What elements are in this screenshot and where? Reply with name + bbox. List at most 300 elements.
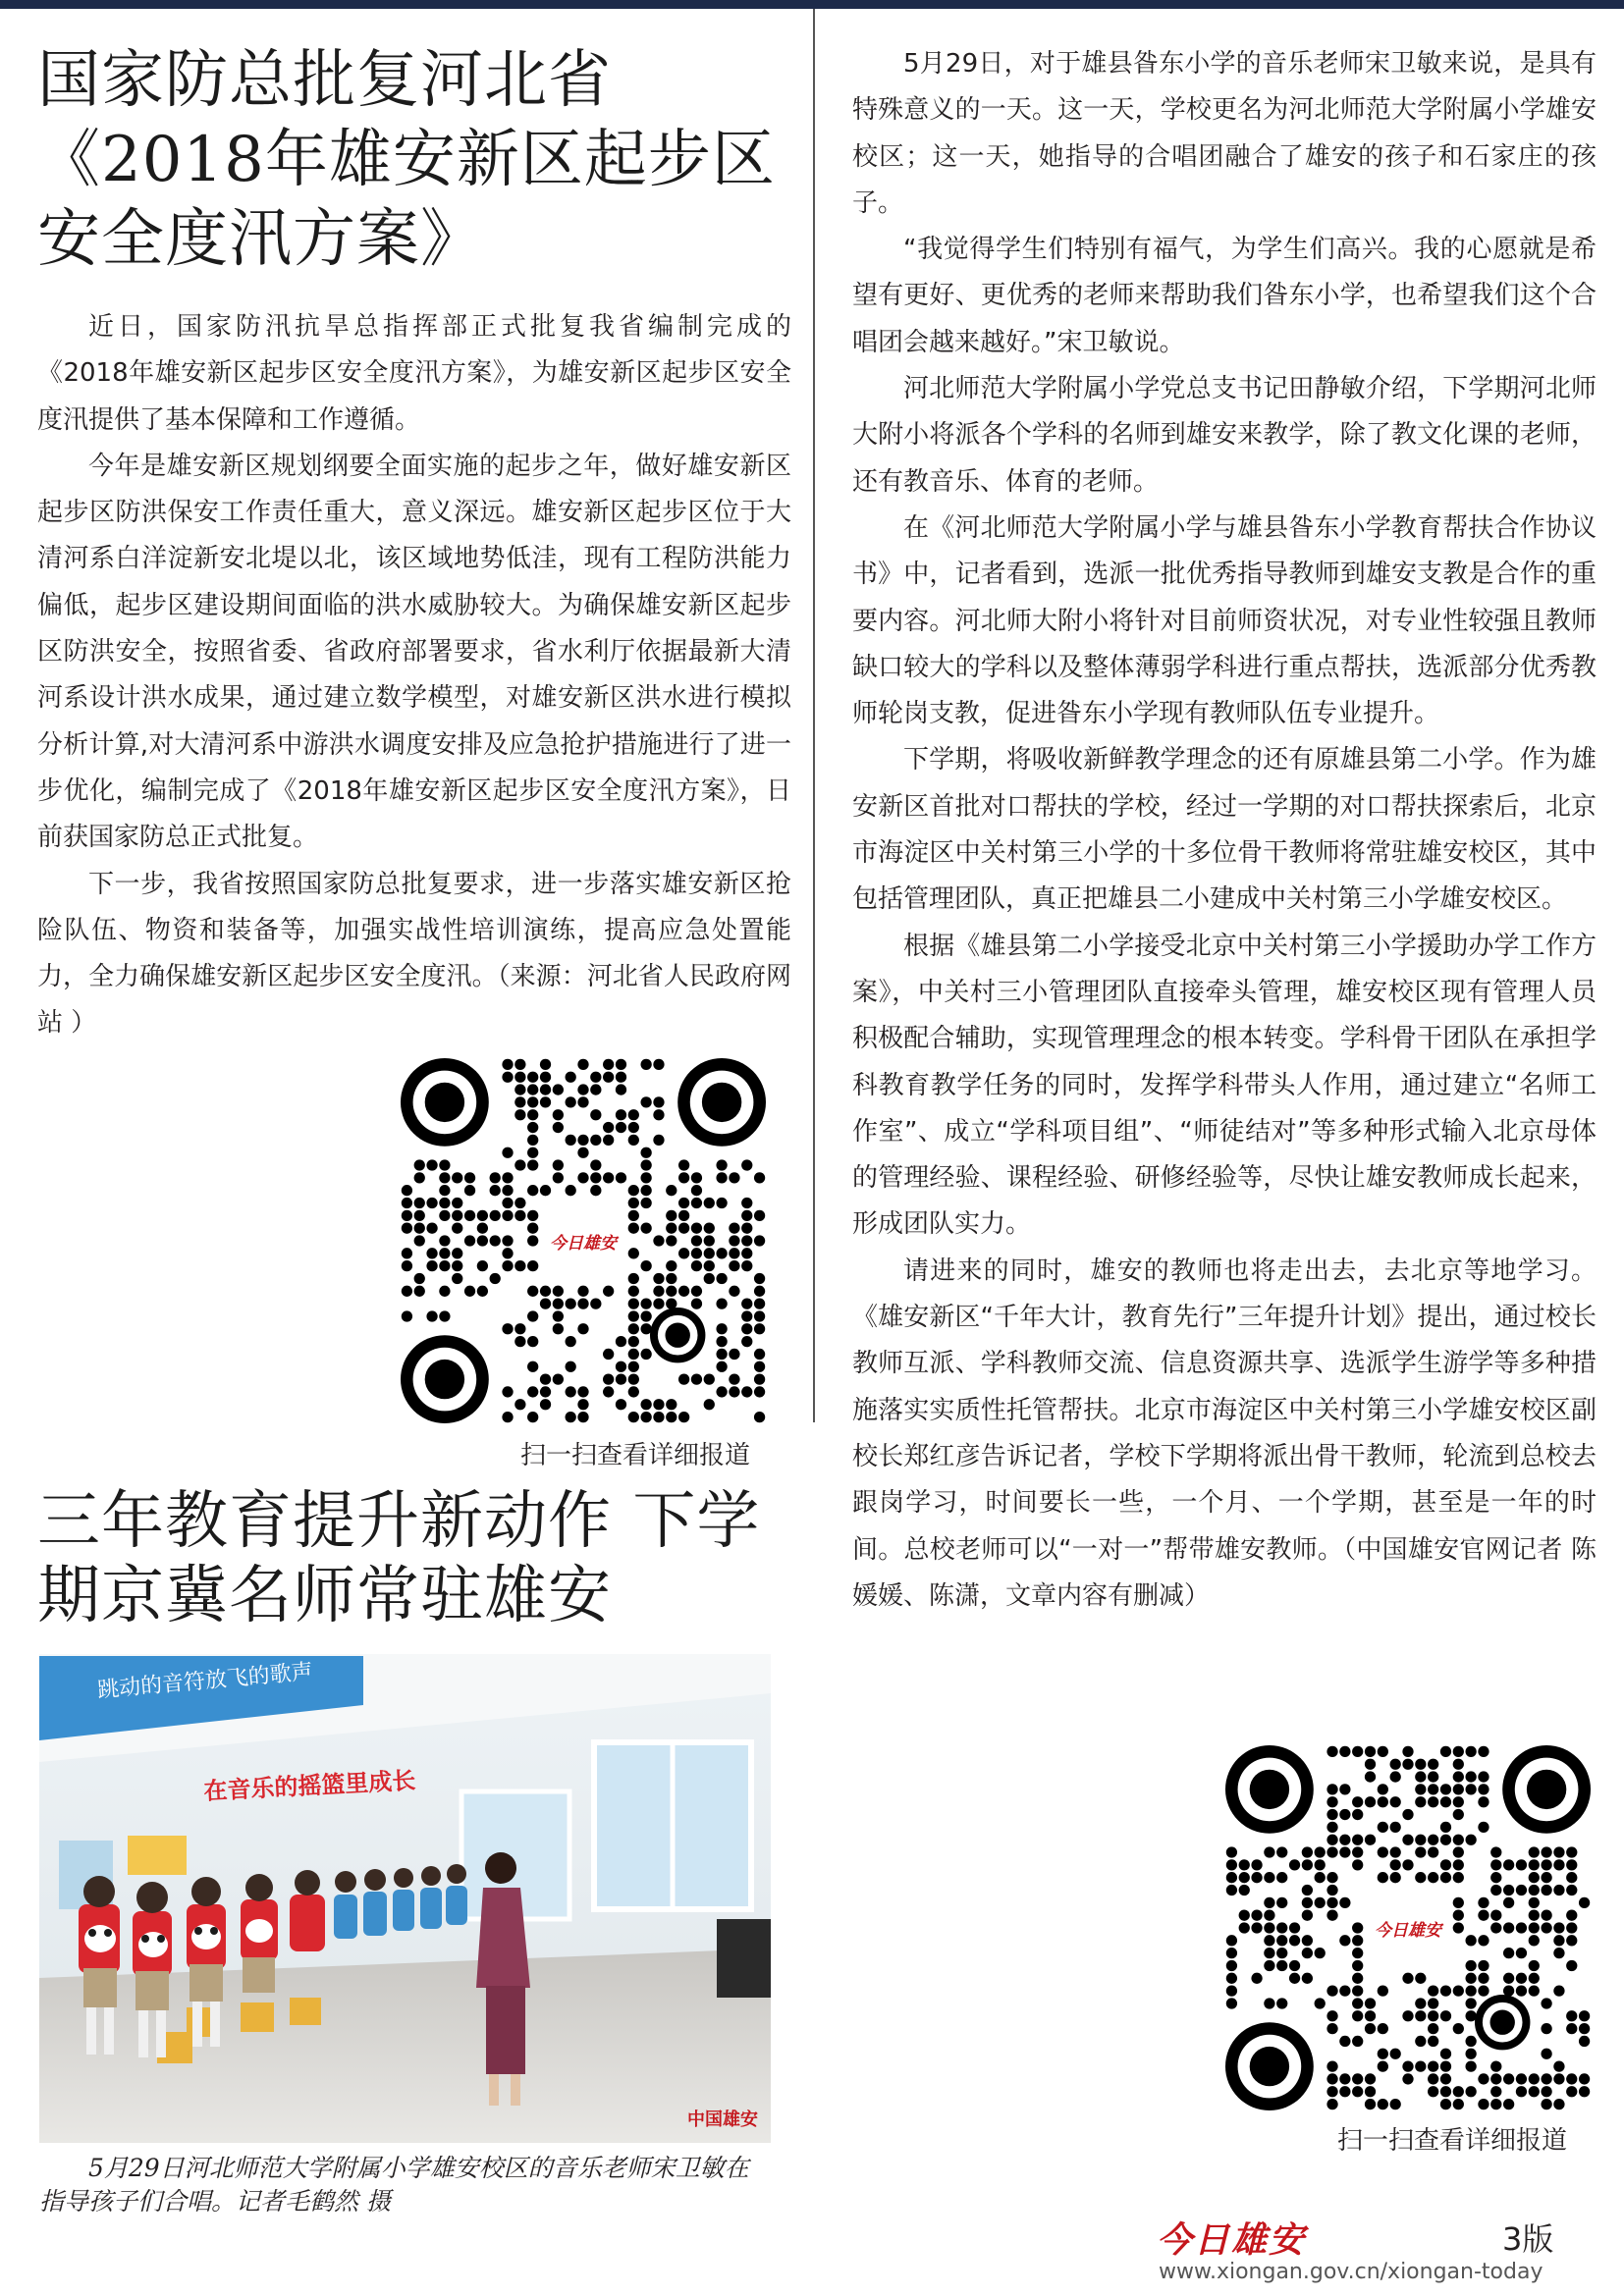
- qr-finder-ring: [702, 1083, 741, 1122]
- article2-paragraph: 在《河北师范大学附属小学与雄县昝东小学教育帮扶合作协议书》中，记者看到，选派一批优秀指导教师到雄安支教是合作的重要内容。河北师大附小将针对目前师资状况，对专业性较强且教师缺口较大的学科以及整体薄弱学科进行重点帮扶，选派部分优秀教师轮岗支教，促进昝东小学现有教师队伍专业提升。: [852, 512, 1597, 729]
- qr-dot: [577, 1096, 588, 1107]
- article2-paragraph: 河北师范大学附属小学党总支书记田静敏介绍，下学期河北师大附小将派各个学科的名师到雄安来教学，除了教文化课的老师，还有教音乐、体育的老师。: [852, 374, 1597, 497]
- qr-dot: [1226, 1872, 1237, 1883]
- qr-dot: [1339, 1746, 1350, 1757]
- article1-body: [37, 304, 791, 1047]
- qr-dot: [653, 1109, 664, 1120]
- qr-dot: [628, 1323, 639, 1334]
- qr-dot: [1428, 1771, 1438, 1782]
- qr-dot: [527, 1185, 538, 1196]
- qr-dot: [1365, 2073, 1376, 2084]
- page-number: 3版: [1502, 2220, 1554, 2258]
- article1-paragraph: 下一步，我省按照国家防总批复要求，进一步落实雄安新区抢险队伍、物资和装备等，加强实战性培训演练，提高应急处置能力，全力确保雄安新区起步区安全度汛。（来源：河北省人民政府网站 ）: [37, 869, 791, 1039]
- qr-dot: [729, 1235, 739, 1246]
- qr-dot: [1226, 1859, 1237, 1870]
- qr-dot: [1490, 2060, 1501, 2071]
- qr-dot: [1352, 1922, 1363, 1933]
- qr-dot: [1516, 1985, 1527, 1996]
- qr-dot: [729, 1223, 739, 1234]
- qr-dot: [439, 1260, 450, 1271]
- qr-dot: [1390, 1796, 1401, 1807]
- qr-dot: [1553, 2073, 1564, 2084]
- qr-dot: [1352, 1935, 1363, 1946]
- qr-dot: [527, 1310, 538, 1321]
- qr-dot: [566, 1298, 576, 1308]
- qr-dot: [1440, 2049, 1451, 2059]
- qr-dot: [1440, 2086, 1451, 2097]
- qr-dot: [577, 1135, 588, 1146]
- qr-dot: [402, 1248, 412, 1258]
- qr-dot: [1352, 2010, 1363, 2021]
- qr-dot: [514, 1323, 525, 1334]
- qr-finder-ring: [425, 1360, 464, 1399]
- qr-dot: [490, 1185, 501, 1196]
- qr-dot: [464, 1286, 475, 1297]
- qr-dot: [1529, 1985, 1540, 1996]
- qr-dot: [616, 1109, 626, 1120]
- qr-dot: [741, 1336, 752, 1347]
- qr-dot: [754, 1286, 765, 1297]
- qr-dot: [1516, 1973, 1527, 1984]
- qr-dot: [1453, 1809, 1464, 1820]
- qr-dot: [1428, 2010, 1438, 2021]
- qr-dot: [1415, 1846, 1426, 1857]
- article1-headline: 国家防总批复河北省《2018年雄安新区起步区安全度汛方案》: [37, 44, 776, 276]
- qr-dot: [1315, 1897, 1326, 1908]
- qr-dot: [1402, 2060, 1413, 2071]
- qr-dot: [1490, 1872, 1501, 1883]
- qr-dot: [741, 1248, 752, 1258]
- qr-dot: [1440, 1822, 1451, 1833]
- qr-dot: [553, 1286, 564, 1297]
- qr-dot: [691, 1172, 702, 1183]
- qr-dot: [553, 1310, 564, 1321]
- qr-dot: [514, 1198, 525, 1208]
- qr-dot: [1226, 1885, 1237, 1896]
- qr-dot: [1579, 2010, 1590, 2021]
- qr-dot: [1276, 1998, 1287, 2008]
- qr-dot: [1541, 1859, 1551, 1870]
- qr-dot: [566, 1185, 576, 1196]
- photo-slogan: 在音乐的摇篮里成长: [202, 1765, 417, 1805]
- qr-dot: [1478, 1910, 1489, 1921]
- qr-dot: [514, 1072, 525, 1083]
- qr-dot: [514, 1096, 525, 1107]
- qr-dot: [1428, 1846, 1438, 1857]
- qr-dot: [439, 1210, 450, 1221]
- qr-dot: [1453, 1846, 1464, 1857]
- qr-dot: [452, 1273, 462, 1284]
- qr-dot: [527, 1072, 538, 1083]
- qr-dot: [1276, 1948, 1287, 1958]
- qr-dot: [452, 1248, 462, 1258]
- qr-dot: [716, 1159, 727, 1170]
- qr-dot: [666, 1286, 677, 1297]
- qr-dot: [1326, 2023, 1337, 2034]
- qr-dot: [653, 1235, 664, 1246]
- qr-dot: [1478, 1822, 1489, 1833]
- qr-dot: [1315, 1872, 1326, 1883]
- qr-dot: [1378, 1746, 1388, 1757]
- qr-dot: [1390, 1771, 1401, 1782]
- qr-dot: [704, 1399, 715, 1410]
- qr-dot: [477, 1260, 488, 1271]
- qr-dot: [1302, 1948, 1313, 1958]
- qr-dot: [477, 1223, 488, 1234]
- qr-dot: [653, 1059, 664, 1070]
- article2-paragraph: “我觉得学生们特别有福气，为学生们高兴。我的心愿就是希望有更好、更优秀的老师来帮助我们昝东小学，也希望我们这个合唱团会越来越好。”宋卫敏说。: [852, 235, 1597, 357]
- qr-dot: [1428, 1872, 1438, 1883]
- qr-dot: [1339, 1809, 1350, 1820]
- qr-dot: [527, 1386, 538, 1397]
- qr-dot: [1326, 2099, 1337, 2109]
- qr-dot: [1326, 1985, 1337, 1996]
- qr-dot: [1302, 1910, 1313, 1921]
- qr-dot: [452, 1172, 462, 1183]
- qr-dot: [590, 1159, 601, 1170]
- qr-dot: [1352, 1998, 1363, 2008]
- qr-dot: [640, 1260, 651, 1271]
- qr-dot: [1529, 1859, 1540, 1870]
- qr-dot: [1453, 1835, 1464, 1845]
- qr-dot: [1315, 1998, 1326, 2008]
- qr-dot: [1503, 1973, 1514, 1984]
- qr-dot: [452, 1260, 462, 1271]
- qr-dot: [1478, 1985, 1489, 1996]
- qr-dot: [1529, 2086, 1540, 2097]
- qr-dot: [1503, 1985, 1514, 1996]
- qr-dot: [414, 1210, 425, 1221]
- qr-dot: [527, 1135, 538, 1146]
- qr-dot: [527, 1084, 538, 1095]
- qr-dot: [1326, 1872, 1337, 1883]
- qr-dot: [502, 1210, 513, 1221]
- qr-dot: [1566, 1885, 1577, 1896]
- qr-dot: [514, 1084, 525, 1095]
- qr-dot: [1490, 1859, 1501, 1870]
- qr-dot: [1465, 2086, 1476, 2097]
- qr-dot: [1453, 2023, 1464, 2034]
- qr-dot: [729, 1172, 739, 1183]
- qr-dot: [1352, 1960, 1363, 1971]
- qr-dot: [1465, 1771, 1476, 1782]
- qr-dot: [1566, 2086, 1577, 2097]
- qr-dot: [1503, 1897, 1514, 1908]
- article1-paragraph: 近日，国家防汛抗旱总指挥部正式批复我省编制完成的《2018年雄安新区起步区安全度汛方案》，为雄安新区起步区安全度汛提供了基本保障和工作遵循。: [37, 312, 791, 435]
- qr-dot: [577, 1298, 588, 1308]
- qr-dot: [566, 1362, 576, 1372]
- qr-dot: [414, 1172, 425, 1183]
- qr-dot: [741, 1310, 752, 1321]
- qr-dot: [1428, 2023, 1438, 2034]
- qr-code-1[interactable]: [401, 1058, 766, 1423]
- qr-dot: [426, 1223, 437, 1234]
- qr-dot: [1579, 2073, 1590, 2084]
- qr-dot: [1440, 1872, 1451, 1883]
- qr-dot: [1541, 1885, 1551, 1896]
- qr-dot: [527, 1260, 538, 1271]
- qr-dot: [577, 1148, 588, 1158]
- qr-dot: [716, 1172, 727, 1183]
- qr-dot: [414, 1273, 425, 1284]
- qr-dot: [1453, 2086, 1464, 2097]
- qr-dot: [666, 1210, 677, 1221]
- qr-dot: [603, 1059, 614, 1070]
- qr-logo: 今日雄安: [1366, 1886, 1450, 1970]
- qr-dot: [577, 1412, 588, 1422]
- qr-dot: [1529, 2073, 1540, 2084]
- qr-dot: [1541, 1872, 1551, 1883]
- qr-dot: [1326, 1897, 1337, 1908]
- qr-dot: [1553, 1922, 1564, 1933]
- qr-finder-ring: [1250, 2047, 1289, 2086]
- qr-dot: [1541, 1922, 1551, 1933]
- article2-paragraph: 下学期，将吸收新鲜教学理念的还有原雄县第二小学。作为雄安新区首批对口帮扶的学校，经过一学期的对口帮扶探索后，北京市海淀区中关村第三小学的十多位骨干教师将常驻雄安校区，其中包括管理团队，真正把雄县二小建成中关村第三小学雄安校区。: [852, 745, 1597, 915]
- qr-dot: [1453, 1784, 1464, 1794]
- qr-dot: [566, 1386, 576, 1397]
- qr-dot: [540, 1059, 551, 1070]
- qr-dot: [1453, 1859, 1464, 1870]
- photo-watermark: 中国雄安: [687, 2109, 758, 2130]
- qr-dot: [1390, 1822, 1401, 1833]
- qr-dot: [1453, 1759, 1464, 1770]
- qr-dot: [640, 1159, 651, 1170]
- qr-dot: [1402, 1759, 1413, 1770]
- qr-dot: [1326, 1885, 1337, 1896]
- qr-dot: [1453, 1796, 1464, 1807]
- qr-dot: [1276, 1846, 1287, 1857]
- qr-dot: [1516, 1859, 1527, 1870]
- qr-dot: [628, 1373, 639, 1384]
- qr-dot: [1239, 1910, 1250, 1921]
- qr-dot: [1339, 1897, 1350, 1908]
- qr-dot: [1390, 2049, 1401, 2059]
- qr-dot: [1490, 2073, 1501, 2084]
- qr-dot: [577, 1286, 588, 1297]
- qr-dot: [414, 1159, 425, 1170]
- qr-dot: [1440, 2010, 1451, 2021]
- qr-dot: [754, 1323, 765, 1334]
- qr-dot: [716, 1386, 727, 1397]
- qr-dot: [1566, 2073, 1577, 2084]
- qr-dot: [678, 1210, 689, 1221]
- qr-dot: [1264, 1960, 1274, 1971]
- qr-dot: [1390, 1759, 1401, 1770]
- qr-dot: [1264, 1897, 1274, 1908]
- qr-dot: [678, 1412, 689, 1422]
- qr-dot: [414, 1235, 425, 1246]
- qr-dot: [628, 1349, 639, 1360]
- qr-dot: [754, 1273, 765, 1284]
- qr-dot: [1415, 2036, 1426, 2047]
- qr-dot: [426, 1260, 437, 1271]
- qr-dot: [1415, 1835, 1426, 1845]
- qr-dot: [1465, 1746, 1476, 1757]
- qr-dot: [590, 1298, 601, 1308]
- qr-dot: [1315, 1846, 1326, 1857]
- qr-dot: [577, 1323, 588, 1334]
- qr-dot: [1326, 2010, 1337, 2021]
- qr-dot: [741, 1223, 752, 1234]
- qr-dot: [1239, 1859, 1250, 1870]
- qr-dot: [741, 1323, 752, 1334]
- qr-dot: [1302, 1859, 1313, 1870]
- qr-dot: [603, 1072, 614, 1083]
- qr-dot: [1415, 2010, 1426, 2021]
- qr-dot: [1440, 1746, 1451, 1757]
- qr-dot: [1478, 1784, 1489, 1794]
- qr-dot: [691, 1198, 702, 1208]
- qr-dot: [1276, 1935, 1287, 1946]
- qr-dot: [514, 1109, 525, 1120]
- qr-dot: [1276, 1922, 1287, 1933]
- qr-dot: [1566, 1922, 1577, 1933]
- qr-dot: [704, 1373, 715, 1384]
- qr-dot: [1226, 1985, 1237, 1996]
- qr-dot: [1541, 1998, 1551, 2008]
- qr-dot: [603, 1349, 614, 1360]
- qr-dot: [1339, 1784, 1350, 1794]
- qr-dot: [640, 1223, 651, 1234]
- qr-dot: [716, 1349, 727, 1360]
- qr-dot: [1566, 1846, 1577, 1857]
- qr-dot: [1516, 2073, 1527, 2084]
- qr-dot: [502, 1235, 513, 1246]
- qr-dot: [704, 1223, 715, 1234]
- qr-finder-ring: [666, 1323, 690, 1348]
- qr-dot: [1339, 1935, 1350, 1946]
- qr-dot: [1352, 2086, 1363, 2097]
- qr-dot: [1465, 1784, 1476, 1794]
- qr-dot: [691, 1373, 702, 1384]
- qr-dot: [1352, 2073, 1363, 2084]
- qr-dot: [1415, 1796, 1426, 1807]
- qr-dot: [1553, 1985, 1564, 1996]
- qr-dot: [1365, 1771, 1376, 1782]
- qr-dot: [640, 1059, 651, 1070]
- qr-dot: [477, 1286, 488, 1297]
- qr-code-2[interactable]: [1225, 1745, 1591, 2110]
- qr-dot: [741, 1386, 752, 1397]
- qr-dot: [1251, 1973, 1262, 1984]
- qr-dot: [1440, 2073, 1451, 2084]
- qr-dot: [1251, 1872, 1262, 1883]
- qr-dot: [527, 1362, 538, 1372]
- qr-dot: [502, 1412, 513, 1422]
- qr-dot: [452, 1223, 462, 1234]
- qr-dot: [439, 1310, 450, 1321]
- footer-logo: 今日雄安: [1157, 2219, 1307, 2261]
- qr-dot: [1378, 1985, 1388, 1996]
- qr-dot: [414, 1286, 425, 1297]
- qr-dot: [1553, 1935, 1564, 1946]
- qr-dot: [1516, 1885, 1527, 1896]
- qr-dot: [1402, 1973, 1413, 1984]
- qr-dot: [1402, 2073, 1413, 2084]
- qr-dot: [1440, 2099, 1451, 2109]
- qr-dot: [1529, 1897, 1540, 1908]
- qr-dot: [1415, 1872, 1426, 1883]
- qr-dot: [603, 1135, 614, 1146]
- qr-dot: [502, 1148, 513, 1158]
- qr-dot: [1553, 1948, 1564, 1958]
- qr-dot: [1541, 2086, 1551, 2097]
- qr-dot: [754, 1412, 765, 1422]
- qr-dot: [1402, 1809, 1413, 1820]
- qr-dot: [540, 1096, 551, 1107]
- qr-dot: [1264, 1872, 1274, 1883]
- qr-dot: [1402, 1859, 1413, 1870]
- qr-dot: [1529, 1872, 1540, 1883]
- qr-dot: [1276, 1897, 1287, 1908]
- qr-dot: [1415, 1784, 1426, 1794]
- qr-dot: [640, 1198, 651, 1208]
- qr-dot: [716, 1336, 727, 1347]
- choir-photo: [39, 1654, 771, 2143]
- qr-dot: [603, 1122, 614, 1133]
- qr-dot: [1440, 1859, 1451, 1870]
- qr-dot: [1264, 1922, 1274, 1933]
- qr-dot: [514, 1159, 525, 1170]
- qr-dot: [1226, 1998, 1237, 2008]
- qr-dot: [1478, 1746, 1489, 1757]
- qr-dot: [666, 1235, 677, 1246]
- qr-dot: [628, 1135, 639, 1146]
- qr-dot: [1579, 2023, 1590, 2034]
- qr-dot: [577, 1172, 588, 1183]
- qr-dot: [1326, 1746, 1337, 1757]
- qr-dot: [1365, 2086, 1376, 2097]
- qr-dot: [666, 1399, 677, 1410]
- qr-dot: [514, 1336, 525, 1347]
- qr-dot: [1428, 2060, 1438, 2071]
- qr-dot: [729, 1286, 739, 1297]
- qr-dot: [402, 1223, 412, 1234]
- qr-dot: [1239, 1922, 1250, 1933]
- qr-dot: [1339, 1846, 1350, 1857]
- qr-dot: [666, 1260, 677, 1271]
- qr-dot: [616, 1059, 626, 1070]
- footer-url[interactable]: www.xiongan.gov.cn/xiongan-today: [1159, 2260, 1543, 2284]
- qr-dot: [704, 1248, 715, 1258]
- qr-dot: [640, 1310, 651, 1321]
- qr-dot: [566, 1336, 576, 1347]
- qr-dot: [1453, 2099, 1464, 2109]
- qr-dot: [1428, 1998, 1438, 2008]
- qr-dot: [1440, 2060, 1451, 2071]
- qr-dot: [553, 1373, 564, 1384]
- qr-dot: [464, 1235, 475, 1246]
- qr-caption-2: 扫一扫查看详细报道: [1337, 2126, 1568, 2156]
- qr-dot: [590, 1072, 601, 1083]
- qr-dot: [603, 1286, 614, 1297]
- qr-dot: [1352, 1859, 1363, 1870]
- qr-dot: [1453, 1872, 1464, 1883]
- qr-dot: [1465, 1973, 1476, 1984]
- qr-dot: [691, 1235, 702, 1246]
- qr-dot: [653, 1096, 664, 1107]
- qr-dot: [502, 1386, 513, 1397]
- qr-dot: [1352, 1846, 1363, 1857]
- qr-dot: [666, 1412, 677, 1422]
- qr-dot: [640, 1349, 651, 1360]
- qr-dot: [1465, 1935, 1476, 1946]
- qr-dot: [1352, 1948, 1363, 1958]
- qr-dot: [628, 1386, 639, 1397]
- qr-dot: [1365, 2023, 1376, 2034]
- qr-dot: [464, 1172, 475, 1183]
- qr-dot: [490, 1235, 501, 1246]
